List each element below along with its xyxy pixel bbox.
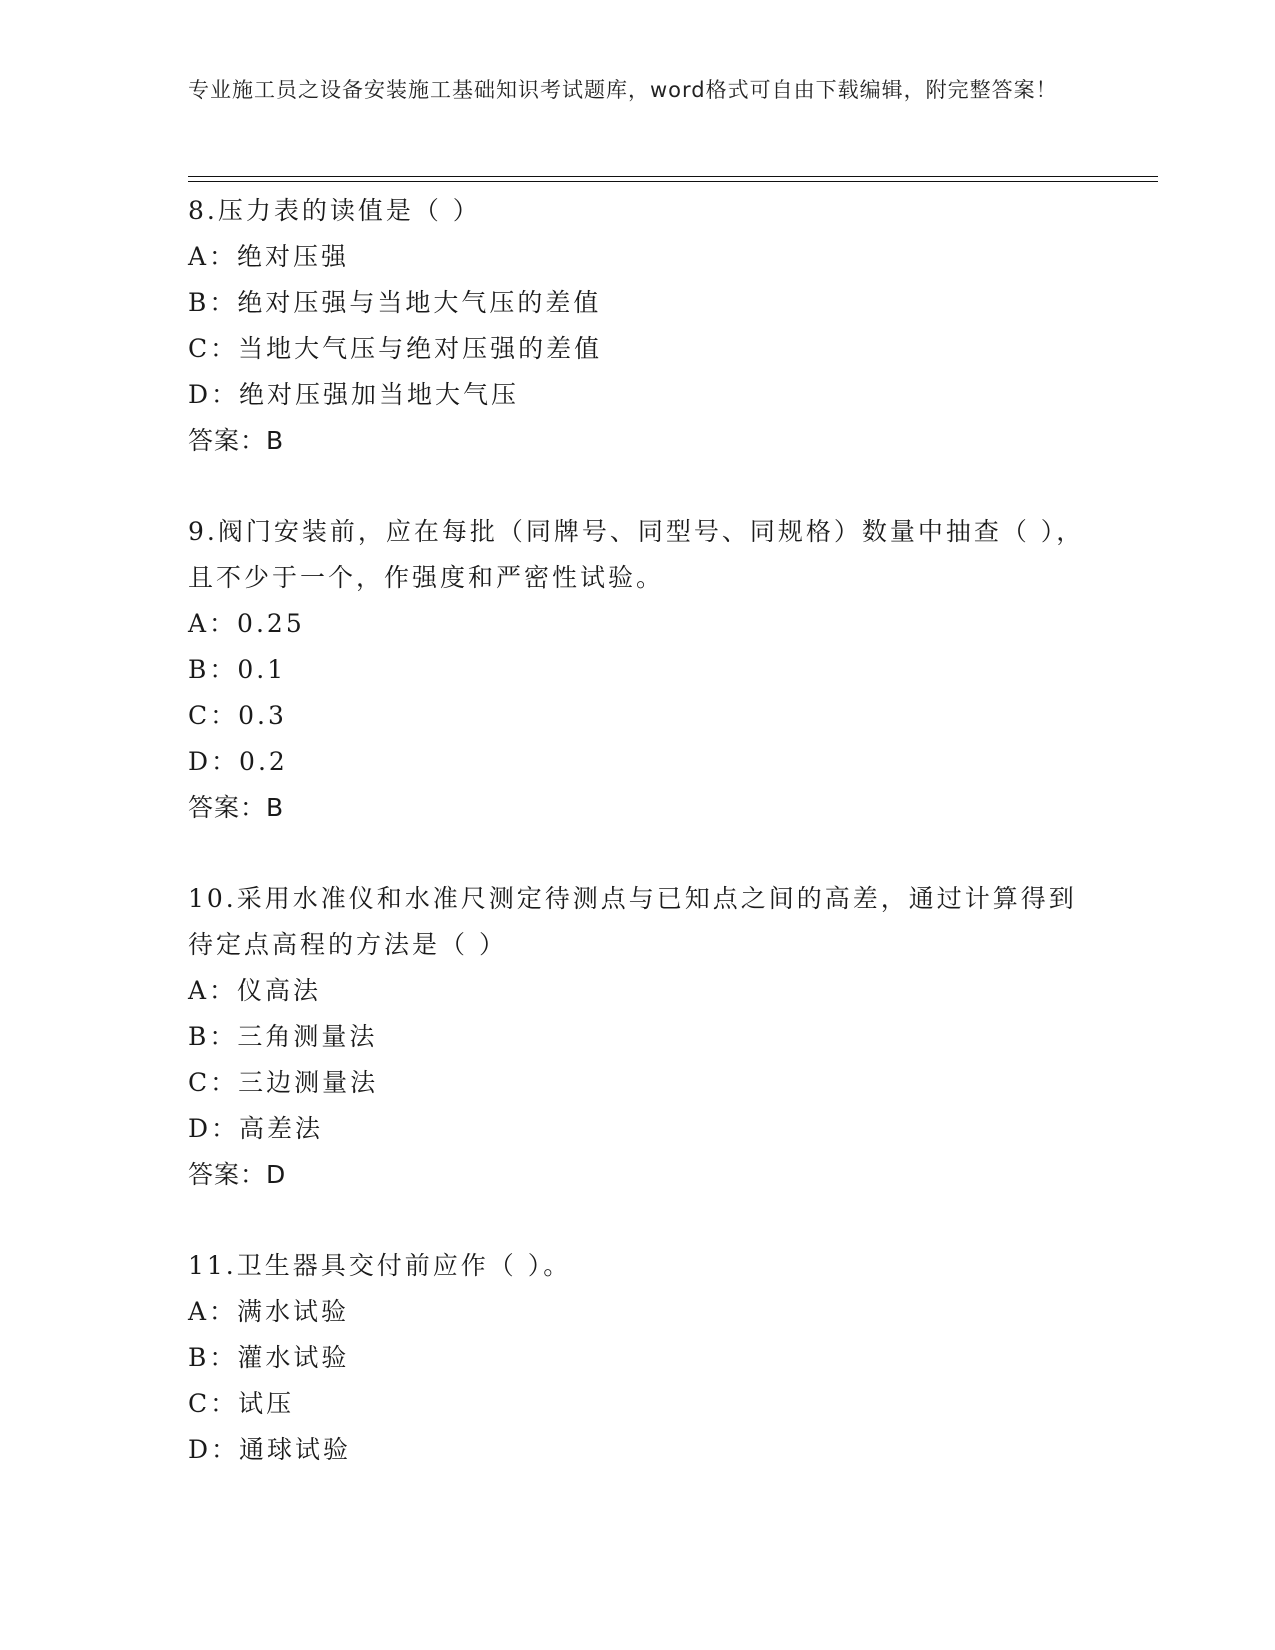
option-d: D：0.2 <box>188 747 288 776</box>
answer-label: 答案：D <box>188 1160 287 1189</box>
option-b: B：绝对压强与当地大气压的差值 <box>188 288 602 317</box>
question-8 <box>188 188 1088 464</box>
option-c: C：试压 <box>188 1389 295 1418</box>
option-a: A：0.25 <box>188 609 305 638</box>
option-b: B：三角测量法 <box>188 1022 378 1051</box>
question-stem: 8.压力表的读值是（ ） <box>188 196 481 225</box>
question-stem: 9.阀门安装前，应在每批（同牌号、同型号、同规格）数量中抽查（ ），且不少于一个，作强度和严密性试验。 <box>188 517 1085 592</box>
question-10 <box>188 876 1088 1198</box>
option-b: B：0.1 <box>188 655 287 684</box>
option-d: D：通球试验 <box>188 1435 352 1464</box>
option-c: C：当地大气压与绝对压强的差值 <box>188 334 603 363</box>
option-a: A：满水试验 <box>188 1297 350 1326</box>
question-stem: 10.采用水准仪和水准尺测定待测点与已知点之间的高差，通过计算得到待定点高程的方法是（ ） <box>188 884 1077 959</box>
option-a: A：绝对压强 <box>188 242 350 271</box>
document-header: 专业施工员之设备安装施工基础知识考试题库，word格式可自由下载编辑，附完整答案！ <box>188 78 1058 102</box>
option-a: A：仪高法 <box>188 976 322 1005</box>
question-11 <box>188 1243 1088 1473</box>
question-list <box>188 188 1088 1518</box>
header-divider-top <box>188 176 1158 177</box>
header-divider-bottom <box>188 181 1158 182</box>
question-stem: 11.卫生器具交付前应作（ ）。 <box>188 1251 572 1280</box>
option-c: C：0.3 <box>188 701 287 730</box>
answer-label: 答案：B <box>188 793 285 822</box>
option-d: D：高差法 <box>188 1114 324 1143</box>
option-b: B：灌水试验 <box>188 1343 350 1372</box>
option-c: C：三边测量法 <box>188 1068 379 1097</box>
option-d: D：绝对压强加当地大气压 <box>188 380 520 409</box>
question-9 <box>188 509 1088 831</box>
answer-label: 答案：B <box>188 426 285 455</box>
